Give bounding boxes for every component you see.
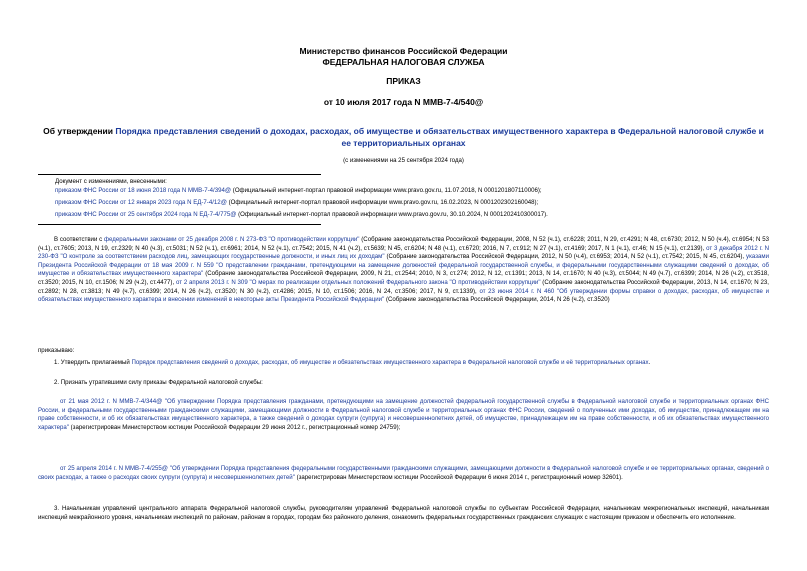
document-type: ПРИКАЗ: [386, 76, 421, 86]
decree-460-link[interactable]: от 23 июня 2014 г. N 460 "Об утверждении формы справки о доходах, расходах, об имуществе и обязательствах имущественного характера и внесении изменений в некоторые акты Президента Российской Федерации": [38, 287, 769, 304]
order-255-link[interactable]: от 25 апреля 2014 г. N ММВ-7-4/255@ "Об утверждении Порядка представления федеральными государственными гражданскими служащими, замещающими должности в Федеральной налоговой службе и ее территориальных органах, сведений о своих расходах, а также о расходах своих супруги (супруга) и несовершеннолетних детей": [38, 465, 769, 481]
decree-309-link[interactable]: от 2 апреля 2013 г. N 309 "О мерах по реализации отдельных положений Федерального закона "О противодействии коррупции": [175, 278, 541, 286]
changes-heading: Документ с изменениями, внесенными:: [55, 178, 167, 185]
change-item: [55, 210, 769, 219]
preamble-paragraph: [38, 236, 769, 305]
edition-note: (с изменениями на 25 сентября 2024 года): [343, 157, 464, 164]
change-link[interactable]: приказом ФНС России от 18 июня 2018 года N ММВ-7-4/394@: [55, 187, 232, 194]
title-prefix: Об утверждении: [43, 126, 116, 136]
title-link[interactable]: Порядка представления сведений о доходах, расходах, об имуществе и обязательствах имущественного характера в Федеральной налоговой службе и ее территориальных органах: [115, 126, 764, 148]
preamble-text: (Собрание законодательства Российской Федерации, 2012, N 50 (ч.4), ст.6953; 2014, N 52 (ч.1), ст.7542; 2015, N 45, ст.6204),: [384, 253, 747, 261]
change-text: (Официальный интернет-портал правовой информации www.pravo.gov.ru, 16.02.2023, N 0001202302160048);: [226, 199, 539, 206]
item-1-text: 1. Утвердить прилагаемый: [54, 359, 132, 366]
law-230-link[interactable]: от 3 декабря 2012 г. N 230-ФЗ "О контроле за соответствием расходов лиц, замещающих государственные должности, и иных лиц их доходам": [38, 244, 770, 261]
change-item: [55, 198, 769, 207]
divider-bottom: [38, 224, 321, 225]
document-date-number: от 10 июля 2017 года N ММВ-7-4/540@: [323, 97, 484, 107]
ministry-name: Министерство финансов Российской Федерации: [299, 46, 508, 56]
law-273-link[interactable]: федеральными законами от 25 декабря 2008 г. N 273-ФЗ "О противодействии коррупции": [104, 236, 360, 243]
decree-559-link[interactable]: указами Президента Российской Федерации от 18 мая 2009 г. N 559 "О представлении гражданами, претендующими на замещение должностей федеральной государственной службы, и федеральными государственными служащими сведений о доходах, об имуществе и обязательствах имущественного характера": [38, 253, 769, 278]
change-text: (Официальный интернет-портал правовой информации www.pravo.gov.ru, 11.07.2018, N 0001201807110006);: [231, 187, 542, 194]
preamble-text: (Собрание законодательства Российской Федерации, 2008, N 52 (ч.1), ст.6228; 2011, N 29, ст.4291; N 48, ст.6730; 2012, N 50 (ч.4), ст.6954; N 53 (ч.1), ст.7605; 2013, N 19, ст.2329; N 40 (ч.3), ст.5031; N 52 (ч.1), ст.6961; 2014, N 52 (ч.1), ст.7542; 2015, N 41 (ч.2), ст.5639; N 45, ст.6204; N 48 (ч.1), ст.6720; 2016, N 7, ст.912; N 27 (ч.1), ст.4169; 2017, N 1 (ч.1), ст.46; N 15 (ч.1), ст.2139),: [38, 236, 769, 252]
item-3: 3. Начальникам управлений центрального аппарата Федеральной налоговой службы, руководителям управлений Федеральной налоговой службы по субъектам Российской Федерации, начальникам межрегиональных инспекций, начальникам инспекций межрайонного уровня, начальникам инспекций по районам, районам в городах, городам без районного деления, ознакомить федеральных государственных гражданских служащих с настоящим приказом и обеспечить его исполнение.: [38, 505, 769, 521]
change-item: [55, 186, 769, 195]
order-255-registration: (зарегистрирован Министерством юстиции Российской Федерации 6 июня 2014 г., регистрационный номер 32601).: [294, 473, 623, 481]
preamble-text: В соответствии с: [54, 236, 104, 243]
item-2: 2. Признать утратившими силу приказы Федеральной налоговой службы:: [54, 379, 263, 386]
divider-top: [38, 174, 321, 175]
order-344-registration: (зарегистрирован Министерством юстиции Российской Федерации 29 июня 2012 г., регистрационный номер 24759);: [68, 423, 401, 431]
document-title: [40, 125, 767, 149]
change-link[interactable]: приказом ФНС России от 25 сентября 2024 года N ЕД-7-4/775@: [55, 211, 237, 218]
order-344-link[interactable]: от 21 мая 2012 г. N ММВ-7-4/344@ "Об утверждении Порядка представления гражданами, претендующими на замещение должностей федеральной государственной службы в Федеральной налоговой службе и территориальных органах ФНС России, и федеральными государственными гражданскими служащими, замещающими должности в Федеральной налоговой службе и территориальных органах ФНС России, сведений о полученных ими доходах, об имуществе, принадлежащем им на праве собственности, и об их обязательствах имущественного характера, а также сведений о доходах супруги (супруга) и несовершеннолетних детей, об имуществе, принадлежащем им на праве собственности, и об их обязательствах имущественного характера": [38, 398, 769, 431]
item-1-end: .: [648, 359, 651, 366]
item-1: [38, 359, 769, 368]
change-link[interactable]: приказом ФНС России от 12 января 2023 года N ЕД-7-4/12@: [55, 199, 227, 206]
service-name: ФЕДЕРАЛЬНАЯ НАЛОГОВАЯ СЛУЖБА: [322, 57, 485, 67]
change-text: (Официальный интернет-портал правовой информации www.pravo.gov.ru, 30.10.2024, N 0001202410300017).: [236, 211, 548, 218]
preamble-text: (Собрание законодательства Российской Федерации, 2013, N 14, ст.1670; N 23, ст.2892; N 28, ст.3813; N 49 (ч.7), ст.6399; 2014, N 26 (ч.2), ст.3520; N 30 (ч.2), ст.4286; 2015, N 10, ст.1506; 2016, N 24, ст.3506; 2017, N 9, ст.1339),: [38, 278, 769, 295]
procedure-link[interactable]: Порядок представления сведений о доходах, расходах, об имуществе и обязательствах имущественного характера в Федеральной налоговой службе и её территориальных органах: [131, 359, 649, 366]
repealed-order-2: [38, 465, 769, 482]
preamble-text: (Собрание законодательства Российской Федерации, 2014, N 26 (ч.2), ст.3520): [384, 296, 610, 304]
preamble-text: (Собрание законодательства Российской Федерации, 2009, N 21, ст.2544; 2010, N 3, ст.274; 2012, N 12, ст.1391; 2013, N 14, ст.1670; N 40 (ч.3), ст.5044; N 49 (ч.7), ст.6399; 2014, N 26 (ч.2), ст.3518, ст.3520; 2015, N 10, ст.1506; N 29 (ч.2), ст.4477),: [38, 270, 769, 286]
prikazyvayu: приказываю:: [38, 347, 75, 354]
repealed-order-1: [38, 398, 769, 432]
